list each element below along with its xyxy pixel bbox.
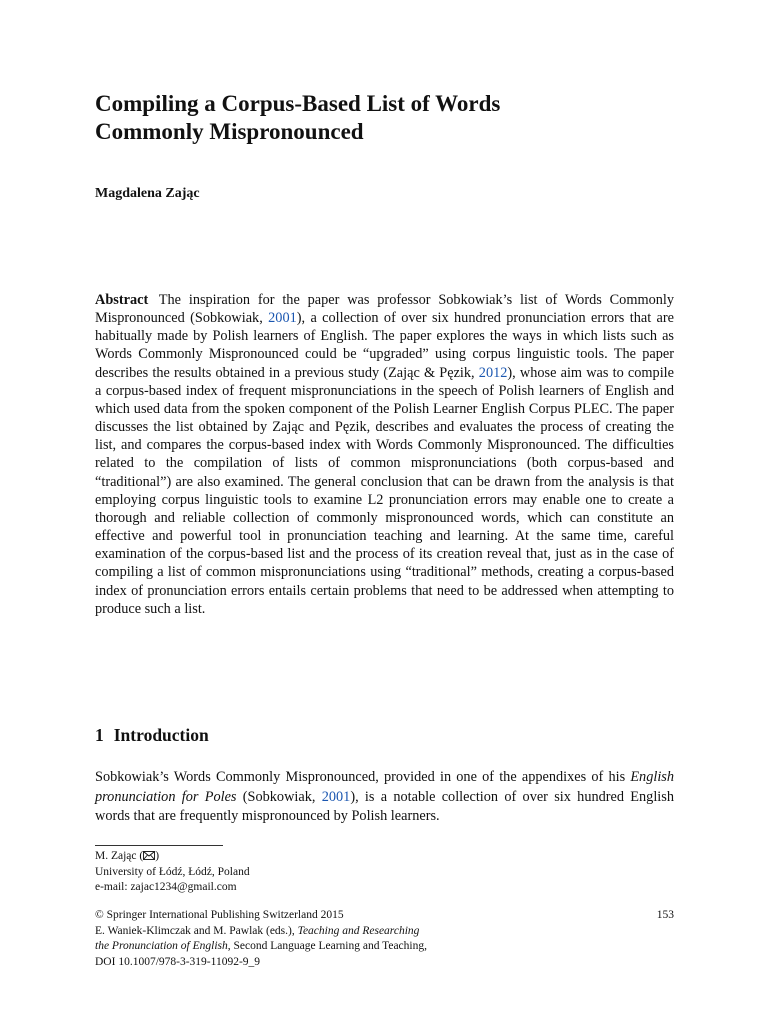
intro-text-part-2: (Sobkowiak, [236, 788, 322, 805]
abstract-citation-year-link[interactable]: 2001 [268, 310, 297, 327]
paper-page [95, 0, 674, 1024]
abstract-text-part-2: ), a collection of over six hundred pronunciation errors that are habitually made by Polish learners of English. The paper explores the ways in which lists such as Words Commonly Mispronounced could be “upgraded” using corpus linguistic tools. The paper describes the results obtained in a previous study (Zając & Pęzik, [95, 310, 674, 381]
section-heading [95, 724, 209, 746]
abstract-paragraph [95, 291, 674, 618]
abstract-text-part-1: The inspiration for the paper was professor Sobkowiak’s list of Words Commonly Mispronounced (Sobkowiak, [95, 292, 674, 327]
section-title: Introduction [113, 725, 209, 745]
abstract-label: Abstract [95, 292, 149, 308]
affiliation-name-close: ) [155, 850, 160, 862]
series-line [95, 939, 674, 955]
affiliation-name-line [95, 849, 495, 865]
page-number: 153 [656, 909, 674, 921]
title-line-2: Commonly Mispronounced [95, 119, 364, 144]
doi-line: DOI 10.1007/978-3-319-11092-9_9 [95, 955, 261, 968]
affiliation-email: e-mail: zajac1234@gmail.com [95, 881, 237, 893]
title-line-1: Compiling a Corpus-Based List of Words [95, 91, 501, 116]
copyright-line: © Springer International Publishing Switzerland 2015 [95, 909, 344, 921]
publication-footer [95, 908, 674, 970]
abstract-citation-year-link[interactable]: 2012 [478, 364, 508, 381]
author-affiliation [95, 849, 495, 896]
affiliation-institution: University of Łódź, Łódź, Poland [95, 865, 250, 878]
book-title-part-2: the Pronunciation of English [95, 940, 228, 952]
intro-citation-year-link[interactable]: 2001 [321, 788, 351, 805]
section-number: 1 [95, 725, 104, 745]
footnote-divider [95, 845, 223, 846]
intro-book-title: English pronunciation for Poles [95, 769, 674, 805]
envelope-icon[interactable] [143, 851, 155, 860]
intro-text-part-1: Sobkowiak’s Words Commonly Mispronounced, provided in one of the appendixes of his [95, 769, 631, 785]
abstract-text-part-3: ), whose aim was to compile a corpus-based index of frequent mispronunciations in the speech of Polish learners of English and which used data from the spoken component of the Polish Learner English Corpus PLEC. The paper discusses the list obtained by Zając and Pęzik, describes and evaluates the process of creating the list, and compares the corpus-based index with Words Commonly Mispronounced. The difficulties related to the compilation of lists of common mispronunciations (both corpus-based and “traditional”) are also examined. The general conclusion that can be drawn from the analysis is that employing corpus linguistic tools to examine L2 pronunciation errors may enable one to create a thorough and reliable collection of commonly mispronounced words, which can constitute an effective and powerful tool in pronunciation teaching and learning. At the same time, careful examination of the corpus-based list and the process of its creation reveal that, just as in the case of compiling a list of common mispronunciations using “traditional” methods, creating a corpus-based index of pronunciation errors entails certain problems that need to be addressed when attempting to produce such a list. [95, 364, 674, 617]
affiliation-name: M. Zając ( [95, 850, 144, 862]
editors-text: E. Waniek-Klimczak and M. Pawlak (eds.), [95, 924, 298, 937]
editors-line [95, 924, 674, 940]
intro-text-part-3: ), is a notable collection of over six hundred English words that are frequently mispronounced by Polish learners. [95, 788, 674, 824]
book-title-part-1: Teaching and Researching [297, 924, 420, 937]
paper-title [95, 90, 674, 146]
series-text: , Second Language Learning and Teaching, [227, 940, 427, 952]
author-name: Magdalena Zając [95, 186, 200, 201]
intro-paragraph [95, 768, 674, 827]
